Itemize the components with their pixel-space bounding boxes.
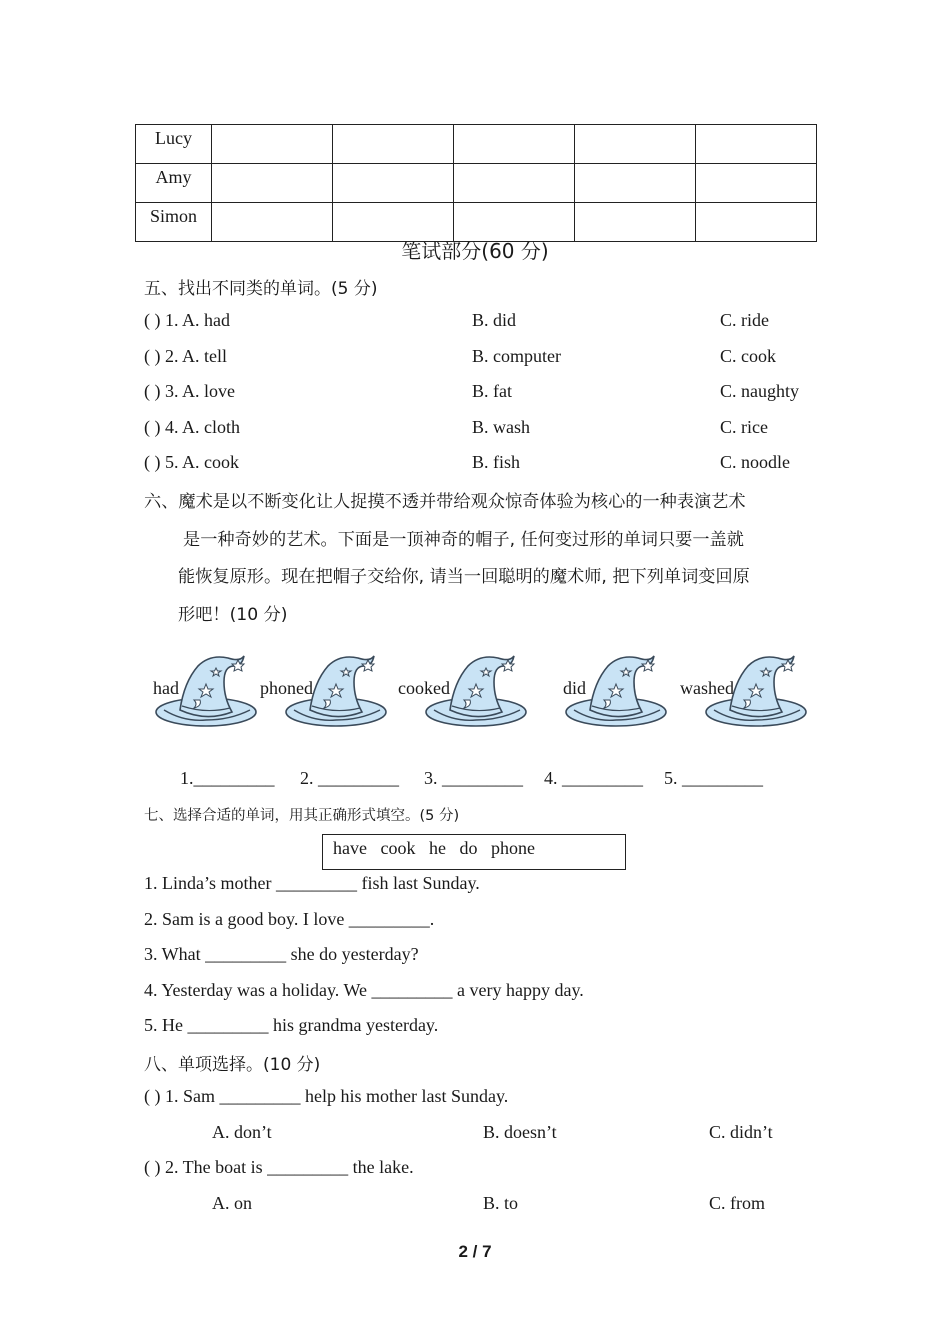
section6-line2: 是一种奇妙的艺术。下面是一顶神奇的帽子, 任何变过形的单词只要一盖就 xyxy=(183,530,744,550)
section5-heading: 五、找出不同类的单词。(5 分) xyxy=(144,279,378,299)
answer-blank-2[interactable]: 2. _________ xyxy=(300,768,399,788)
section7-item-4: 4. Yesterday was a holiday. We _________ a very happy day. xyxy=(144,980,584,1000)
table-row-name: Amy xyxy=(136,164,212,203)
section7-item-1: 1. Linda’s mother _________ fish last Sunday. xyxy=(144,873,480,893)
wizard-hat-icon xyxy=(704,652,808,732)
word-bank: have cook he do phone xyxy=(333,838,535,858)
word-bank-box xyxy=(322,834,626,870)
table-cell xyxy=(212,164,333,203)
wizard-hat-icon xyxy=(284,652,388,732)
hat-word-4: did xyxy=(563,678,587,698)
section8-q2-a: A. on xyxy=(212,1193,252,1213)
section5-q5-b: B. fish xyxy=(472,452,521,472)
answer-blank-3[interactable]: 3. _________ xyxy=(424,768,523,788)
table-cell xyxy=(575,164,696,203)
section8-q1-c: C. didn’t xyxy=(709,1122,773,1142)
section5-q5: ( ) 5. A. cook xyxy=(144,452,239,472)
wizard-hat-icon xyxy=(154,652,258,732)
wizard-hat-icon xyxy=(564,652,668,732)
section8-heading: 八、单项选择。(10 分) xyxy=(144,1055,321,1075)
table-row xyxy=(136,164,817,203)
table-cell xyxy=(333,125,454,164)
section6-line1: 六、魔术是以不断变化让人捉摸不透并带给观众惊奇体验为核心的一种表演艺术 xyxy=(144,492,746,512)
section7-item-3: 3. What _________ she do yesterday? xyxy=(144,944,419,964)
table-cell xyxy=(454,125,575,164)
section8-q2: ( ) 2. The boat is _________ the lake. xyxy=(144,1157,414,1177)
section6-line4: 形吧！(10 分) xyxy=(178,605,288,625)
section5-q1-b: B. did xyxy=(472,310,517,330)
section7-item-2: 2. Sam is a good boy. I love _________. xyxy=(144,909,435,929)
answer-blank-4[interactable]: 4. _________ xyxy=(544,768,643,788)
answer-blank-1[interactable]: 1._________ xyxy=(180,768,275,788)
answer-blank-5[interactable]: 5. _________ xyxy=(664,768,763,788)
section8-q1-b: B. doesn’t xyxy=(483,1122,557,1142)
hat-word-5: washed xyxy=(680,678,734,698)
section7-item-5: 5. He _________ his grandma yesterday. xyxy=(144,1015,439,1035)
written-part-title: 笔试部分(60 分) xyxy=(401,239,549,263)
section5-q2-c: C. cook xyxy=(720,346,776,366)
section5-q5-c: C. noodle xyxy=(720,452,790,472)
table-cell xyxy=(696,164,817,203)
table-cell xyxy=(575,125,696,164)
section5-q4: ( ) 4. A. cloth xyxy=(144,417,240,437)
page-number: 2 / 7 xyxy=(458,1242,492,1261)
table-row-name: Lucy xyxy=(136,125,212,164)
section5-q3: ( ) 3. A. love xyxy=(144,381,235,401)
section8-q2-c: C. from xyxy=(709,1193,765,1213)
section8-q1-a: A. don’t xyxy=(212,1122,272,1142)
table-row-name: Simon xyxy=(136,203,212,242)
section8-q1: ( ) 1. Sam _________ help his mother last Sunday. xyxy=(144,1086,509,1106)
table-cell xyxy=(212,125,333,164)
section5-q1-c: C. ride xyxy=(720,310,769,330)
hat-word-2: phoned xyxy=(260,678,313,698)
section5-q3-b: B. fat xyxy=(472,381,512,401)
section5-q2-b: B. computer xyxy=(472,346,561,366)
answer-table xyxy=(135,124,817,242)
table-cell xyxy=(696,125,817,164)
section5-q1: ( ) 1. A. had xyxy=(144,310,230,330)
section5-q2: ( ) 2. A. tell xyxy=(144,346,227,366)
section5-q4-c: C. rice xyxy=(720,417,768,437)
hat-word-3: cooked xyxy=(398,678,450,698)
section5-q3-c: C. naughty xyxy=(720,381,799,401)
table-cell xyxy=(454,164,575,203)
section6-line3: 能恢复原形。现在把帽子交给你, 请当一回聪明的魔术师, 把下列单词变回原 xyxy=(178,567,750,587)
table-cell xyxy=(333,164,454,203)
hat-word-1: had xyxy=(153,678,179,698)
section5-q4-b: B. wash xyxy=(472,417,530,437)
section7-heading: 七、选择合适的单词，用其正确形式填空。(5 分) xyxy=(144,808,460,824)
section8-q2-b: B. to xyxy=(483,1193,519,1213)
wizard-hat-icon xyxy=(424,652,528,732)
table-row xyxy=(136,125,817,164)
